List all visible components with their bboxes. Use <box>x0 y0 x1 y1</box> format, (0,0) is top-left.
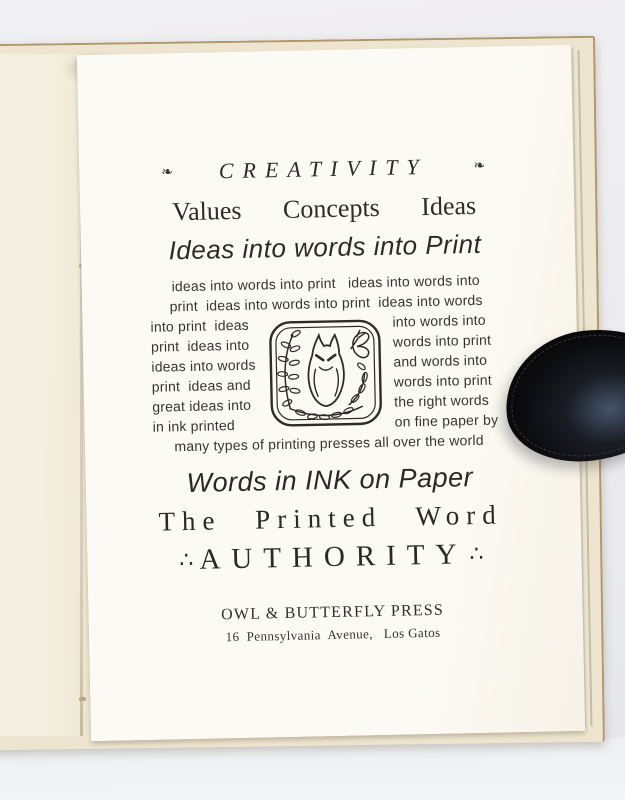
paragraph-line: on fine paper by <box>394 411 499 430</box>
paragraph-line: print ideas into <box>150 336 250 355</box>
fleuron-icon: ❧ <box>161 164 174 181</box>
press-address: 16 Pennsylvania Avenue, Los Gatos <box>225 624 441 645</box>
paragraph-left-column <box>150 315 258 437</box>
authority-word: AUTHORITY <box>199 538 468 576</box>
paragraph-line: and words into <box>393 351 488 370</box>
display-line-printed-word: The Printed Word <box>158 499 504 537</box>
subtitle-word: Concepts <box>282 192 381 224</box>
paragraph-line: print ideas and <box>151 376 251 395</box>
binding-stitch <box>79 697 86 701</box>
tagline: Ideas into words into Print <box>168 228 482 266</box>
paragraph-line: words into print <box>392 331 492 350</box>
paragraph-line: into words into <box>392 311 486 330</box>
paragraph-right-column <box>392 309 504 431</box>
therefore-icon: ∴ <box>469 541 484 568</box>
subtitle-word: Values <box>171 195 242 227</box>
page-content <box>145 46 509 646</box>
subtitle-row <box>148 190 501 227</box>
paragraph-wrap-row <box>150 309 504 436</box>
paragraph-line: the right words <box>394 391 490 410</box>
press-name: OWL & BUTTERFLY PRESS <box>221 601 445 624</box>
fleuron-icon: ❧ <box>473 157 486 174</box>
owl-butterfly-illustration <box>266 318 384 428</box>
paragraph-line: great ideas into <box>152 396 252 415</box>
paragraph-line: ideas into words into print ideas into words into <box>171 271 480 295</box>
butterfly-icon <box>351 330 370 358</box>
specimen-paragraph <box>150 269 506 456</box>
paragraph-line: print ideas into words into print ideas into words <box>169 291 483 315</box>
paragraph-line: many types of printing presses all over the world <box>174 431 484 455</box>
paragraph-line: into print ideas <box>150 316 250 335</box>
authority-line <box>155 537 508 577</box>
paragraph-line: words into print <box>393 371 493 390</box>
page-title: CREATIVITY <box>218 153 429 184</box>
therefore-icon: ∴ <box>179 547 194 574</box>
paragraph-line: ideas into words <box>151 356 256 375</box>
display-line-ink: Words in INK on Paper <box>186 462 474 499</box>
title-row <box>147 152 499 185</box>
left-page <box>0 54 84 737</box>
owl-eyes <box>316 355 335 360</box>
owl-wing <box>314 367 339 397</box>
subtitle-word: Ideas <box>420 190 477 222</box>
paragraph-line: in ink printed <box>152 417 236 435</box>
